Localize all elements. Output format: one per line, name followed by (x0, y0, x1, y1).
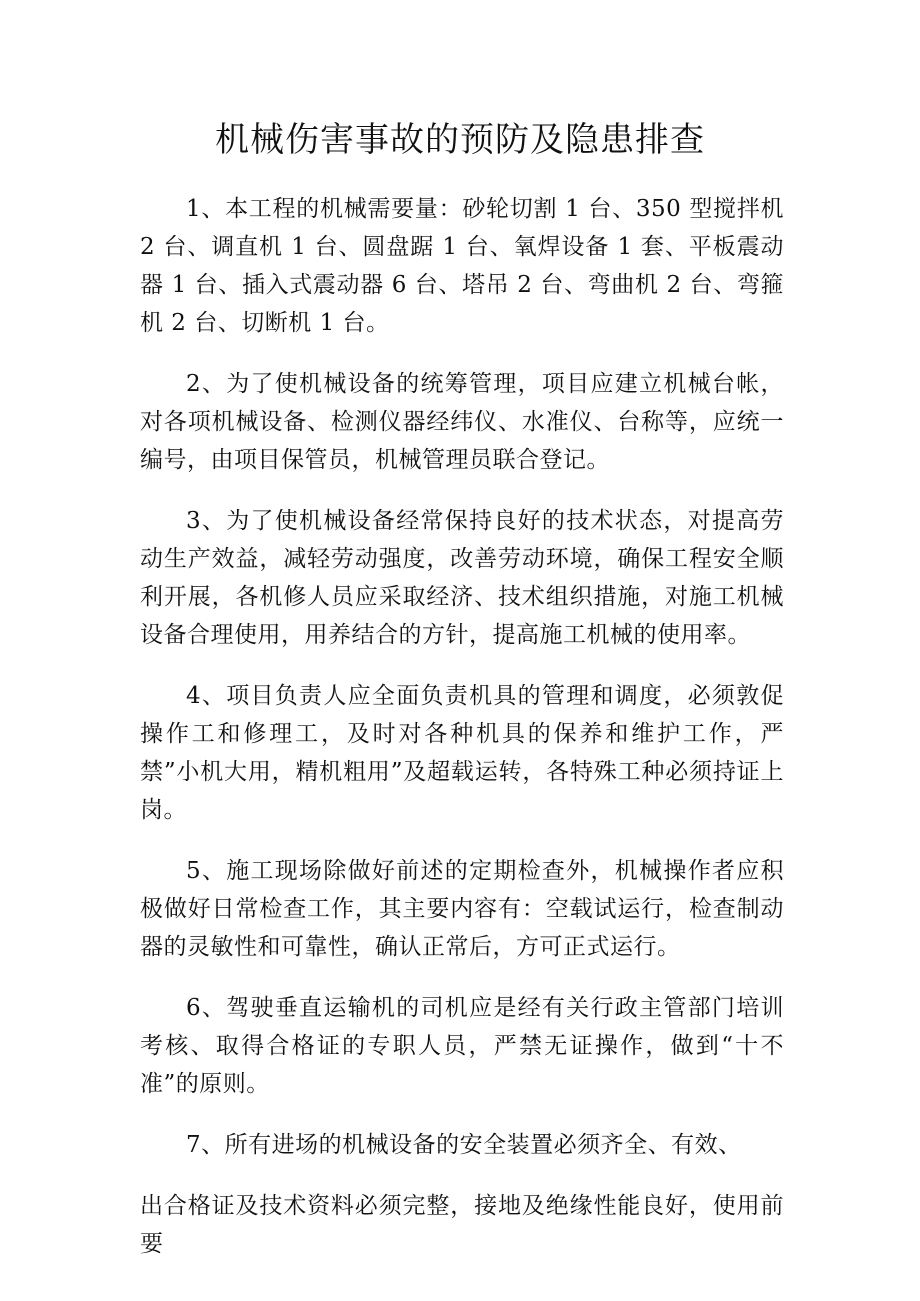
paragraph-3: 3、为了使机械设备经常保持良好的技术状态，对提高劳动生产效益，减轻劳动强度，改善劳动环境，确保工程安全顺利开展，各机修人员应采取经济、技术组织措施，对施工机械设备合理使用，用养结合的方针，提高施工机械的使用率。 (140, 508, 784, 648)
document-body (140, 190, 784, 1286)
paragraph-4: 4、项目负责人应全面负责机具的管理和调度，必须敦促操作工和修理工，及时对各种机具的保养和维护工作，严禁”小机大用，精机粗用”及超载运转，各特殊工种必须持证上岗。 (140, 683, 784, 823)
paragraph-7: 7、所有进场的机械设备的安全装置必须齐全、有效、 (186, 1132, 742, 1158)
paragraph-6: 6、驾驶垂直运输机的司机应是经有关行政主管部门培训考核、取得合格证的专职人员，严禁无证操作，做到“十不准”的原则。 (140, 995, 784, 1097)
paragraph-7-continued: 出合格证及技术资料必须完整，接地及绝缘性能良好，使用前要 (140, 1193, 784, 1257)
page-title: 机械伤害事故的预防及隐患排查 (215, 120, 705, 160)
paragraph-1: 1、本工程的机械需要量：砂轮切割 1 台、350 型搅拌机 2 台、调直机 1 台、圆盘踞 1 台、氧焊设备 1 套、平板震动器 1 台、插入式震动器 6 台、塔吊 2 台、弯曲机 2 台、弯箍机 2 台、切断机 1 台。 (140, 196, 784, 336)
paragraph-2: 2、为了使机械设备的统筹管理，项目应建立机械台帐，对各项机械设备、检测仪器经纬仪、水准仪、台称等，应统一编号，由项目保管员，机械管理员联合登记。 (140, 371, 784, 473)
paragraph-5: 5、施工现场除做好前述的定期检查外，机械操作者应积极做好日常检查工作，其主要内容有：空载试运行，检查制动器的灵敏性和可靠性，确认正常后，方可正式运行。 (140, 858, 784, 960)
